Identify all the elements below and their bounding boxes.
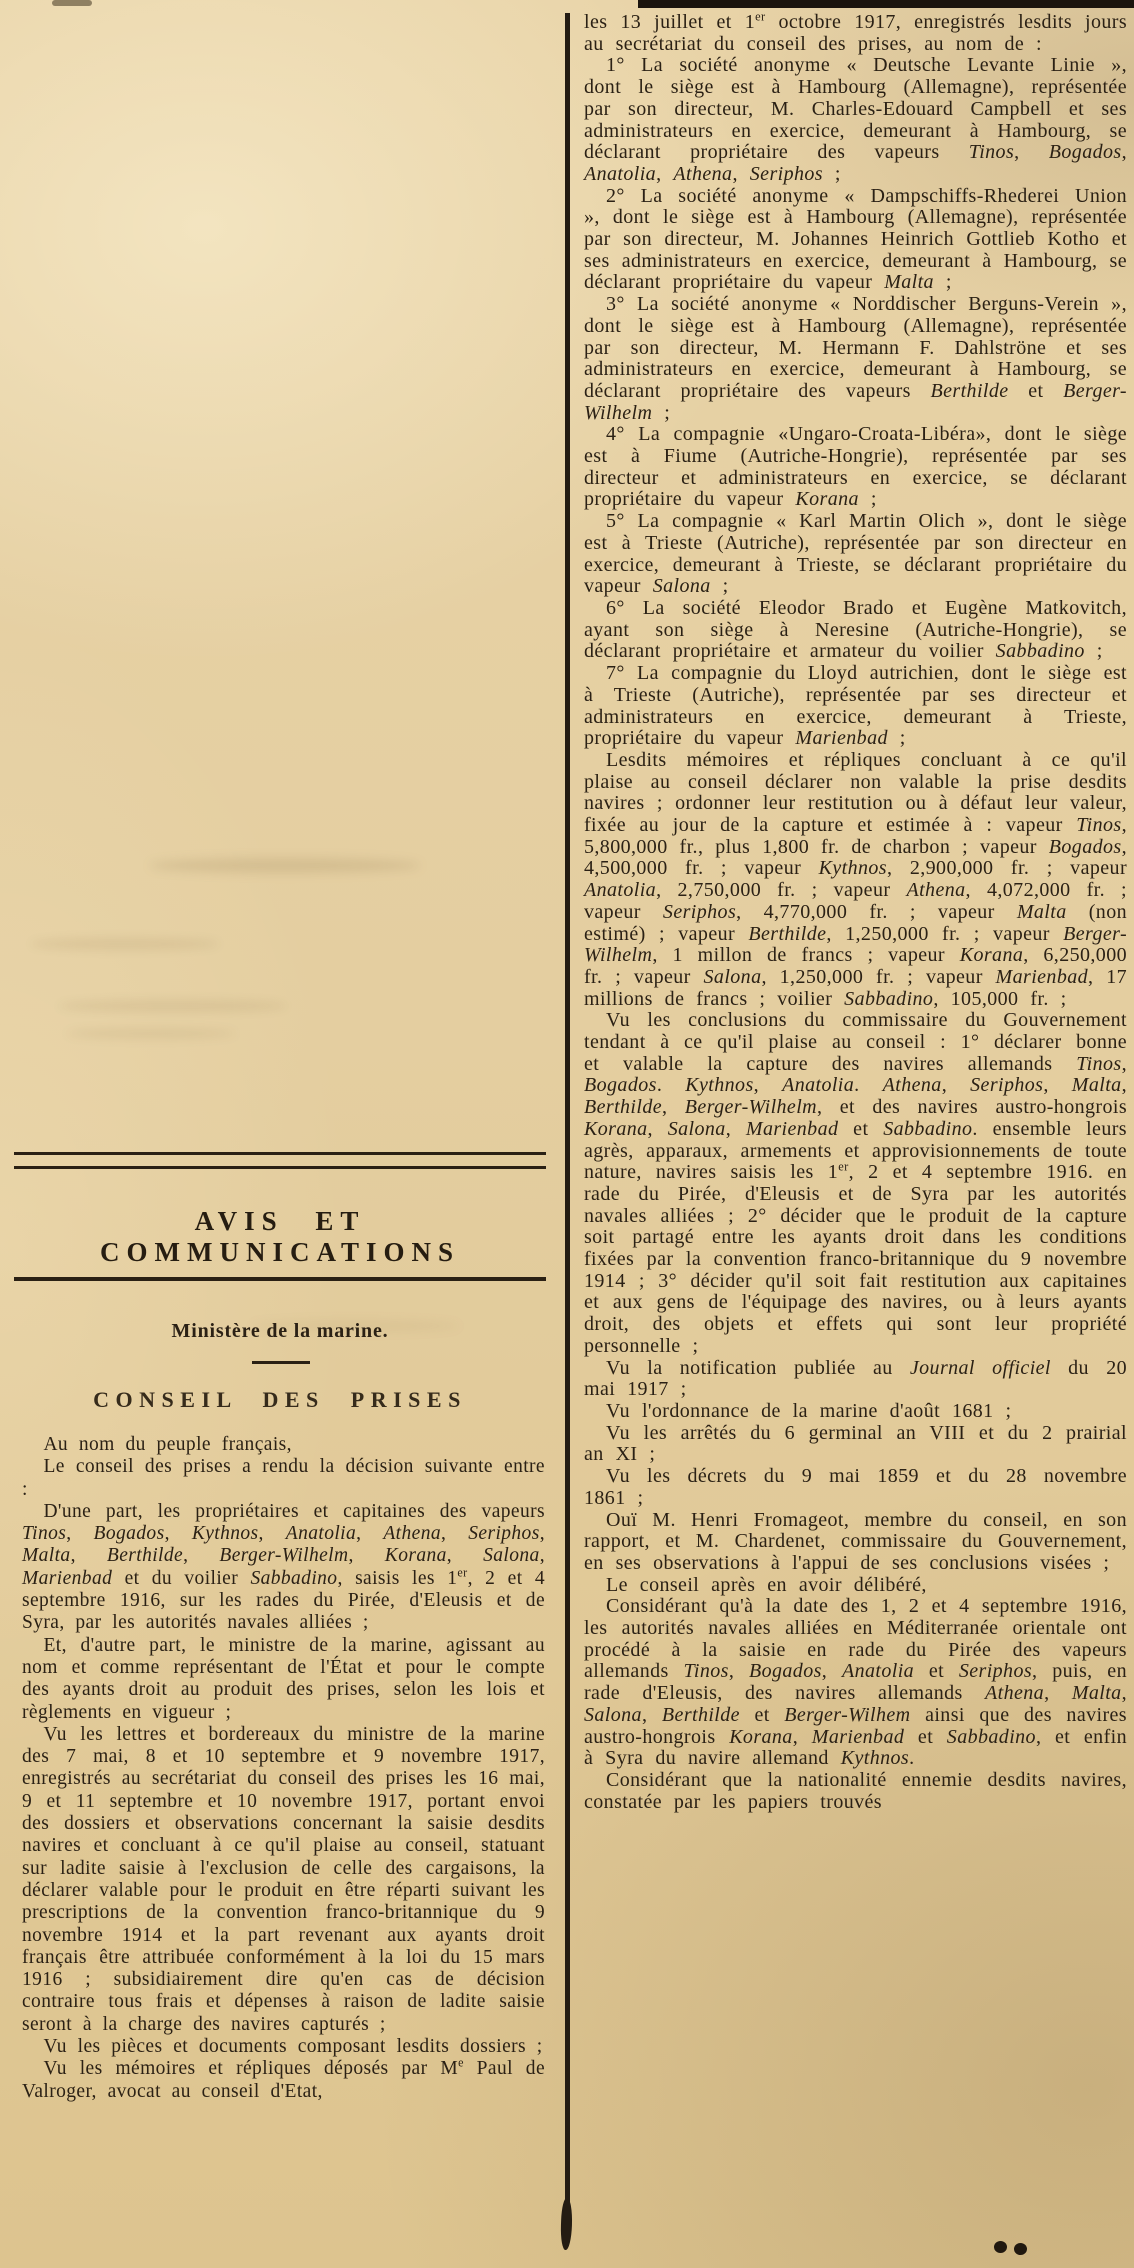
section-rule xyxy=(14,1277,546,1281)
article-title: CONSEIL DES PRISES xyxy=(93,1387,467,1412)
paper-stain xyxy=(30,938,220,950)
paragraph: 6° La société Eleodor Brado et Eugène Matkovitch, ayant son siège à Neresine (Autriche-Hongrie), se déclarant propriétaire et armateur du voilier Sabbadino ; xyxy=(584,596,1127,663)
paragraph: Ouï M. Henri Fromageot, membre du conseil, en son rapport, et M. Chardenet, commissaire du Gouvernement, en ses observations à l'appui de ses conclusions visées ; xyxy=(584,1508,1127,1574)
double-rule-top xyxy=(14,1152,546,1155)
left-column-body xyxy=(22,1434,545,2103)
paragraph: Considérant que la nationalité ennemie desdits navires, constatée par les papiers trouvés xyxy=(584,1768,1127,1813)
section-title: AVIS ET COMMUNICATIONS xyxy=(100,1206,460,1267)
right-column-body xyxy=(584,9,1128,1813)
paragraph: 5° La compagnie « Karl Martin Olich », dont le siège est à Trieste (Autriche), représentée par son directeur en exercice, demeurant à Trieste, se déclarant propriétaire du vapeur Salona ; xyxy=(584,510,1127,598)
paragraph: Lesdits mémoires et répliques concluant à ce qu'il plaise au conseil déclarer non valable la prise desdits navires ; ordonner leur restitution ou à défaut leur valeur, fixée au jour de la capture et estimée à : vapeur Tinos, 5,800,000 fr., plus 1,800 fr. de charbon ; vapeur Bogados, 4,500,000 fr. ; vapeur Kythnos, 2,900,000 fr. ; vapeur Anatolia, 2,750,000 fr. ; vapeur Athena, 4,072,000 fr. ; vapeur Seriphos, 4,770,000 fr. ; vapeur Malta (non estimé) ; vapeur Berthilde, 1,250,000 fr. ; vapeur Berger-Wilhelm, 1 millon de francs ; vapeur Korana, 6,250,000 fr. ; vapeur Salona, 1,250,000 fr. ; vapeur Marienbad, 17 millions de francs ; voilier Sabbadino, 105,000 fr. ; xyxy=(584,748,1128,1010)
paragraph: Le conseil après en avoir délibéré, xyxy=(606,1573,927,1596)
paragraph: Et, d'autre part, le ministre de la marine, agissant au nom et comme représentant de l'État et pour le compte des ayants droit au produit des prises, selon les lois et règlements en vigueur ; xyxy=(22,1634,545,1723)
double-rule-bottom xyxy=(14,1166,546,1169)
paragraph: Considérant qu'à la date des 1, 2 et 4 septembre 1916, les autorités navales alliées en Méditerranée orientale ont procédé à la saisie en rade du Pirée des vapeurs allemands Tinos, Bogados, Anatolia et Seriphos, puis, en rade d'Eleusis, des navires allemands Athena, Malta, Salona, Berthilde et Berger-Wilhem ainsi que des navires austro-hongrois Korana, Marienbad et Sabbadino, et enfin à Syra du navire allemand Kythnos. xyxy=(584,1595,1127,1770)
end-of-column-dot xyxy=(1014,2243,1027,2255)
paragraph: Au nom du peuple français, xyxy=(43,1434,292,1455)
paragraph: Vu les mémoires et répliques déposés par Me Paul de Valroger, avocat au conseil d'Etat, xyxy=(22,2055,545,2102)
paragraph: 1° La société anonyme « Deutsche Levante Linie », dont le siège est à Hambourg (Allemagne), représentée par son directeur, M. Charles-Edouard Campbell et ses administrateurs en exercice, demeurant à Hambourg, se déclarant propriétaire des vapeurs Tinos, Bogados, Anatolia, Athena, Seriphos ; xyxy=(584,54,1127,185)
paragraph: 2° La société anonyme « Dampschiffs-Rhederei Union », dont le siège est à Hambourg (Allemagne), représentée par son directeur, M. Johannes Heinrich Gottlieb Kotho et ses administrateurs en exercice, demeurant à Hambourg, se déclarant propriétaire du vapeur Malta ; xyxy=(584,184,1127,294)
paragraph: Vu les conclusions du commissaire du Gouvernement tendant à ce qu'il plaise au conseil : 1° déclarer bonne et valable la capture des navires allemands Tinos, Bogados. Kythnos, Anatolia. Athena, Seriphos, Malta, Berthilde, Berger-Wilhelm, et des navires austro-hongrois Korana, Salona, Marienbad et Sabbadino. ensemble leurs agrès, apparaux, armements et approvisionnements de toute nature, navires saisis les 1er, 2 et 4 septembre 1916. en rade du Pirée, d'Eleusis et de Syra par les autorités navales alliées ; 2° décider que le produit de la capture soit partagé entre les ayants droit dans les conditions fixées par la convention franco-britannique du 9 novembre 1914 ; 3° décider qu'il soit fait restitution aux capitaines et aux gens de l'équipage des navires, ou à leurs ayants droit, des objets et effets qui sont leur propriété personnelle ; xyxy=(584,1009,1127,1357)
paragraph: Vu les décrets du 9 mai 1859 et du 28 novembre 1861 ; xyxy=(584,1465,1127,1509)
paragraph: les 13 juillet et 1er octobre 1917, enregistrés lesdits jours au secrétariat du conseil des prises, au nom de : xyxy=(584,9,1127,55)
paragraph: Le conseil des prises a rendu la décision suivante entre : xyxy=(22,1456,545,1500)
paper-stain xyxy=(58,1000,288,1012)
paragraph: Vu l'ordonnance de la marine d'août 1681 ; xyxy=(606,1400,1012,1422)
paper-stain xyxy=(66,1028,236,1039)
paragraph: 4° La compagnie «Ungaro-Croata-Libéra», dont le siège est à Fiume (Autriche-Hongrie), représentée par ses directeur et administrateurs en exercice, se déclarant propriétaire du vapeur Korana ; xyxy=(584,423,1127,511)
column-divider-rule xyxy=(565,13,570,2233)
paragraph: D'une part, les propriétaires et capitaines des vapeurs Tinos, Bogados, Kythnos, Anatolia, Athena, Seriphos, Malta, Berthilde, Berger-Wilhelm, Korana, Salona, Marienbad et du voilier Sabbadino, saisis les 1er, 2 et 4 septembre 1916, sur les rades du Pirée, d'Eleusis et de Syra, par les autorités navales alliées ; xyxy=(22,1500,545,1634)
paragraph: Vu la notification publiée au Journal officiel du 20 mai 1917 ; xyxy=(584,1356,1127,1401)
ink-smudge xyxy=(52,0,92,6)
ministry-heading: Ministère de la marine. xyxy=(171,1320,389,1342)
paragraph: Vu les pièces et documents composant lesdits dossiers ; xyxy=(43,2036,543,2058)
short-divider-rule xyxy=(252,1361,310,1364)
page-top-ink-bar xyxy=(638,0,1134,8)
end-of-column-dot xyxy=(994,2241,1007,2253)
paragraph: Vu les arrêtés du 6 germinal an VIII et du 2 prairial an XI ; xyxy=(584,1421,1127,1466)
paper-stain xyxy=(150,858,420,873)
paragraph: 7° La compagnie du Lloyd autrichien, dont le siège est à Trieste (Autriche), représentée par ses directeur et administrateurs en exercice, demeurant à Trieste, propriétaire du vapeur Marienbad ; xyxy=(584,662,1127,750)
column-divider-smudge xyxy=(560,2198,573,2250)
paragraph: Vu les lettres et bordereaux du ministre de la marine des 7 mai, 8 et 10 septembre et 9 novembre 1917, enregistrés au secrétariat du conseil des prises les 16 mai, 9 et 11 septembre et 10 novembre 1917, portant envoi des dossiers et observations concernant la saisie desdits navires et concluant à ce qu'il plaise au conseil, statuant sur ladite saisie à l'exclusion de celle des cargaisons, la déclarer valable pour le produit en être réparti suivant les prescriptions de la convention franco-britannique du 9 novembre 1914 et la part revenant aux ayants droit français être attribuée conformément à la loi du 15 mars 1916 ; subsidiairement dire qu'en cas de décision contraire tous frais et dépenses à raison de ladite saisie seront à la charge des navires capturés ; xyxy=(22,1723,545,2035)
paragraph: 3° La société anonyme « Norddischer Berguns-Verein », dont le siège est à Hambourg (Allemagne), représentée par son directeur, M. Hermann F. Dahlströne et ses administrateurs en exercice, demeurant à Hambourg, se déclarant propriétaire des vapeurs Berthilde et Berger-Wilhelm ; xyxy=(584,293,1127,424)
